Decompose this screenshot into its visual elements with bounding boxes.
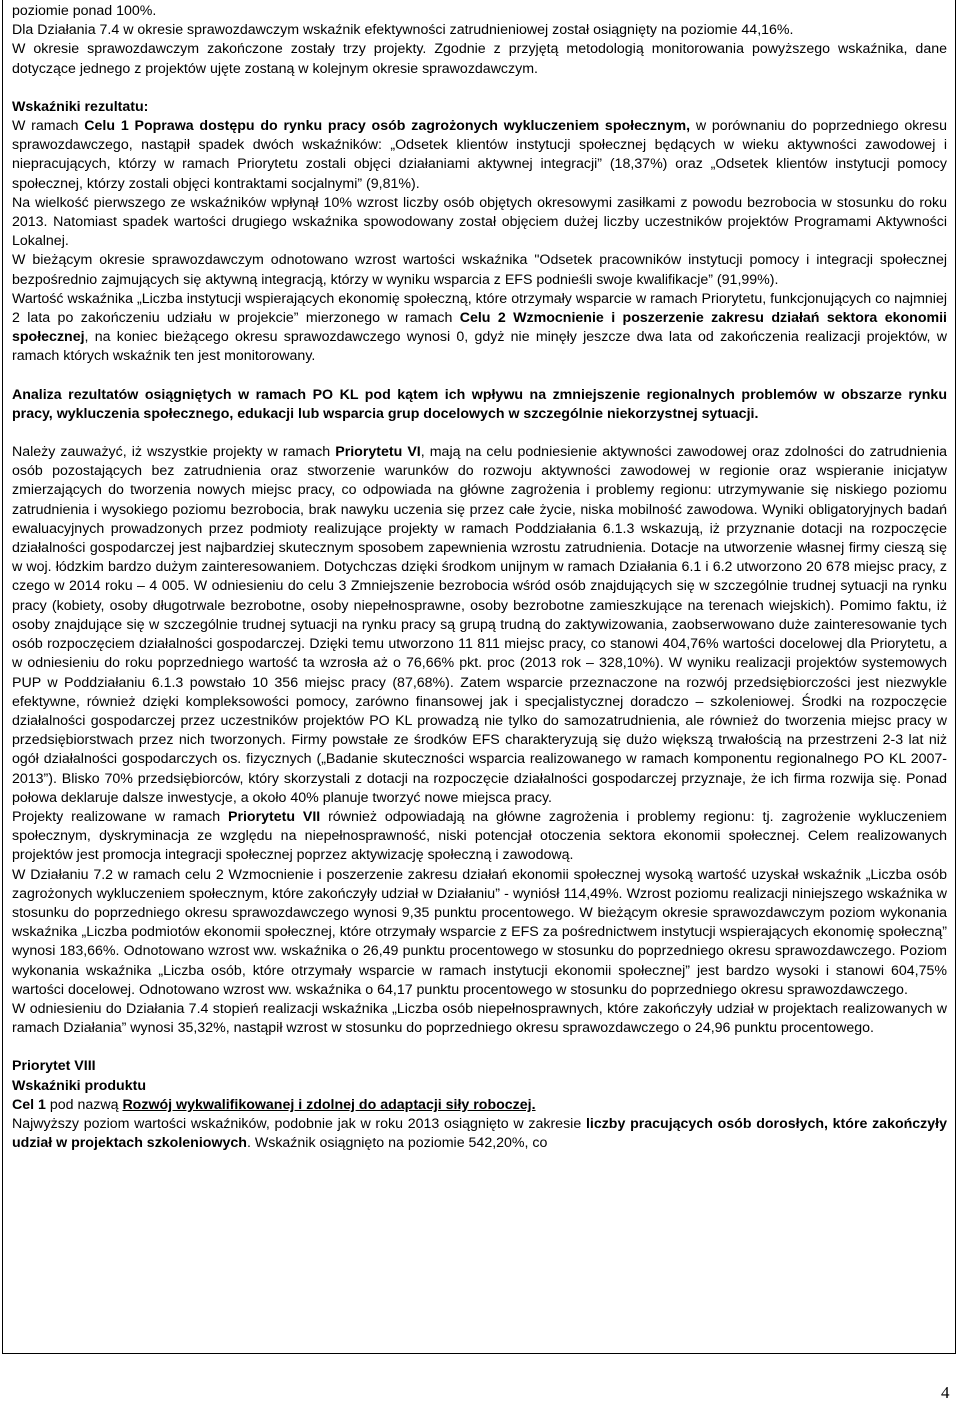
- intro-line-2: Dla Działania 7.4 w okresie sprawozdawczym wskaźnik efektywności zatrudnieniowej został osiągnięty na poziomie 44,16%.: [12, 22, 794, 39]
- wr-paragraph-2: Na wielkość pierwszego ze wskaźników wpłynął 10% wzrost liczby osób objętych okresowymi zasiłkami z powodu bezrobocia w stosunku do roku 2013. Natomiast spadek wartości drugiego wskaźnika spowodowany został objęciem dużej liczby uczestników projektów Programami Aktywności Lokalnej.: [12, 194, 947, 250]
- cel-1-line: Cel 1 pod nazwą Rozwój wykwalifikowanej i zdolnej do adaptacji siły roboczej.: [12, 1096, 536, 1113]
- priorytet-viii-title: Priorytet VIII: [12, 1058, 96, 1075]
- analiza-paragraph-3: W Działaniu 7.2 w ramach celu 2 Wzmocnienie i poszerzenie zakresu działań ekonomii społecznej wysoką wartość uzyskał wskaźnik „Liczba osób zagrożonych wykluczeniem społecznym, które zakończyły udział w Działaniu” - wyniósł 114,49%. Wzrost poziomu realizacji niniejszego wskaźnika w stosunku do poprzedniego okresu sprawozdawczego wynosi 9,35 punktu procentowego. W bieżącym okresie sprawozdawczym poziom wykonania wskaźnika „Liczba podmiotów ekonomii społecznej, które otrzymały wsparcie z EFS za pośrednictwem instytucji wspierających ekonomię społeczną” wynosi 183,66%. Odnotowano wzrost ww. wskaźnika o 26,49 punktu procentowego w stosunku do poprzedniego okresu sprawozdawczego. Poziom wykonania wskaźnika „Liczba osób, które otrzymały wsparcie w ramach instytucji ekonomii społecznej” jest bardzo wysoki i stanowi 604,75% wartości docelowej. Odnotowano wzrost ww. wskaźnika o 64,17 punktu procentowego w stosunku do poprzedniego okresu sprawozdawczego.: [12, 866, 947, 998]
- analiza-paragraph-2: Projekty realizowane w ramach Priorytetu VII również odpowiadają na główne zagrożenia i problemy regionu: tj. zagrożenie wykluczeniem społecznym, dyskryminacja ze względu na niepełnosprawność, niski potencjał otoczenia sektora ekonomii społecznej. Celem realizowanych projektów jest promocja integracji społecznej poprzez aktywizację społeczną i zawodową.: [12, 808, 947, 864]
- document-frame: [2, 0, 956, 1354]
- spacer: [12, 424, 947, 443]
- analiza-paragraph-4: W odniesieniu do Działania 7.4 stopień realizacji wskaźnika „Liczba osób niepełnosprawnych, które zakończyły udział w projektach realizowanych w ramach Działania” wynosi 35,32%, nastąpił wzrost w stosunku do poprzedniego okresu sprawozdawczego o 24,96 punktu procentowego.: [12, 1000, 947, 1037]
- wskazniki-produktu-heading: Wskaźniki produktu: [12, 1077, 147, 1094]
- wr-paragraph-4: Wartość wskaźnika „Liczba instytucji wspierających ekonomię społeczną, które otrzymały wsparcie w ramach Priorytetu, funkcjonujących co najmniej 2 lata po zakończeniu udziału w projekcie” mierzonego w ramach Celu 2 Wzmocnienie i poszerzenie zakresu działań sektora ekonomii społecznej, na koniec bieżącego okresu sprawozdawczego wynosi 0, gdyż nie minęły jeszcze dwa lata od zakończenia realizacji projektów, w ramach których wskaźnik ten jest monitorowany.: [12, 290, 947, 365]
- spacer: [12, 1038, 947, 1057]
- analiza-heading: Analiza rezultatów osiągniętych w ramach PO KL pod kątem ich wpływu na zmniejszenie regionalnych problemów w obszarze rynku pracy, wykluczenia społecznego, edukacji lub wsparcia grup docelowych w szczególnie niekorzystnej sytuacji.: [12, 386, 947, 422]
- intro-line-1: poziomie ponad 100%.: [12, 3, 157, 19]
- page-number: 4: [941, 1383, 950, 1402]
- wr-paragraph-1: W ramach Celu 1 Poprawa dostępu do rynku pracy osób zagrożonych wykluczeniem społecznym, w porównaniu do poprzedniego okresu sprawozdawczego, nastąpił spadek dwóch wskaźników: „Odsetek klientów instytucji społecznej będących w wieku aktywności zawodowej i niepracujących, którzy w ramach Priorytetu zostali objęci działaniami aktywnej integracji” (18,37%) oraz „Odsetek klientów instytucji pomocy społecznej, którzy zostali objęci kontraktami socjalnymi” (9,81%).: [12, 118, 947, 192]
- intro-paragraph-3: W okresie sprawozdawczym zakończone zostały trzy projekty. Zgodnie z przyjętą metodologią monitorowania powyższego wskaźnika, dane dotyczące jednego z projektów ujęte zostaną w kolejnym okresie sprawozdawczym.: [12, 41, 947, 77]
- wskazniki-rezultatu-heading: Wskaźniki rezultatu:: [12, 98, 149, 115]
- analiza-paragraph-1: Należy zauważyć, iż wszystkie projekty w ramach Priorytetu VI, mają na celu podniesienie aktywności zawodowej oraz zdolności do zatrudnienia osób pozostających bez zatrudnienia oraz stworzenie warunków do rozwoju aktywności zawodowej w regionie oraz wspieranie inicjatyw zmierzających do tworzenia nowych miejsc pracy, co odpowiada na główne zagrożenia i problemy regionu: utrzymywanie się niskiego poziomu zatrudnienia i wysokiego poziomu bezrobocia, brak nawyku uczenia się przez całe życie, niska mobilność zawodowa. Wyniki obligatoryjnych badań ewaluacyjnych prowadzonych przez podmioty realizujące projekty w ramach Poddziałania 6.1.3 wskazują, iż przyznanie dotacji na rozpoczęcie działalności gospodarczej jest najbardziej skutecznym sposobem zapewnienia wzrostu zatrudnienia. Dotacje na utworzenie własnej firmy cieszą się w woj. łódzkim bardzo dużym zainteresowaniem. Dotychczas dzięki środkom unijnym w ramach Działania 6.1 i 6.2 utworzono 20 678 miejsc pracy, z czego w 2014 roku – 4 005. W odniesieniu do celu 3 Zmniejszenie bezrobocia wśród osób znajdujących się w szczególnie trudnej sytuacji na rynku pracy (kobiety, osoby długotrwale bezrobotne, osoby niepełnosprawne, osoby bezrobotne zamieszkujące na terenach wiejskich). Pomimo faktu, iż osoby znajdujące się w szczególnie trudnej sytuacji na rynku pracy są grupą trudną do zaktywizowania, zaobserwowano duże zainteresowanie tych osób rozpoczęciem działalności gospodarczej. Dzięki temu utworzono 11 811 miejsc pracy, co stanowi 404,76% wartości docelowej dla Priorytetu, a w odniesieniu do roku poprzedniego wartość ta wzrosła aż o 76,66% pkt. proc (2013 rok – 328,10%). W wyniku realizacji projektów systemowych PUP w Poddziałaniu 6.1.3 powstało 10 356 miejsc pracy (87,68%). Zatem wsparcie przeznaczone na rozwój przedsiębiorczości jest niezwykle efektywne, również dzięki kompleksowości pomocy, zarówno finansowej jak i specjalistycznej doradczo – szkoleniowej. Środki na rozpoczęcie działalności gospodarczej przez uczestników projektów PO KL prowadzą nie tylko do samozatrudnienia, ale również do tworzenia miejsc pracy w przedsiębiorstwach przez nich tworzonych. Firmy powstałe ze środków EFS charakteryzują się dużo większą trwałością na przestrzeni 2-3 lat niż ogół działalności gospodarczych os. fizycznych („Badanie skuteczności wsparcia realizowanego w ramach komponentu regionalnego PO KL 2007-2013”). Blisko 70% przedsiębiorców, który skorzystali z dotacji na rozpoczęcie działalności gospodarczej przyznaje, że ich firma rozwija się. Ponad połowa deklaruje dalsze inwestycje, a około 40% planuje tworzyć nowe miejsca pracy.: [12, 444, 947, 806]
- spacer: [12, 79, 947, 98]
- spacer: [12, 367, 947, 386]
- wr-paragraph-3: W bieżącym okresie sprawozdawczym odnotowano wzrost wartości wskaźnika "Odsetek pracowników instytucji pomocy i integracji społecznej bezpośrednio zajmujących się aktywną integracją, którzy w wyniku wsparcia z EFS podnieśli swoje kwalifikacje” (91,99%).: [12, 252, 947, 288]
- p8-paragraph-1: Najwyższy poziom wartości wskaźników, podobnie jak w roku 2013 osiągnięto w zakresie liczby pracujących osób dorosłych, które zakończyły udział w projektach szkoleniowych. Wskaźnik osiągnięto na poziomie 542,20%, co: [12, 1115, 947, 1152]
